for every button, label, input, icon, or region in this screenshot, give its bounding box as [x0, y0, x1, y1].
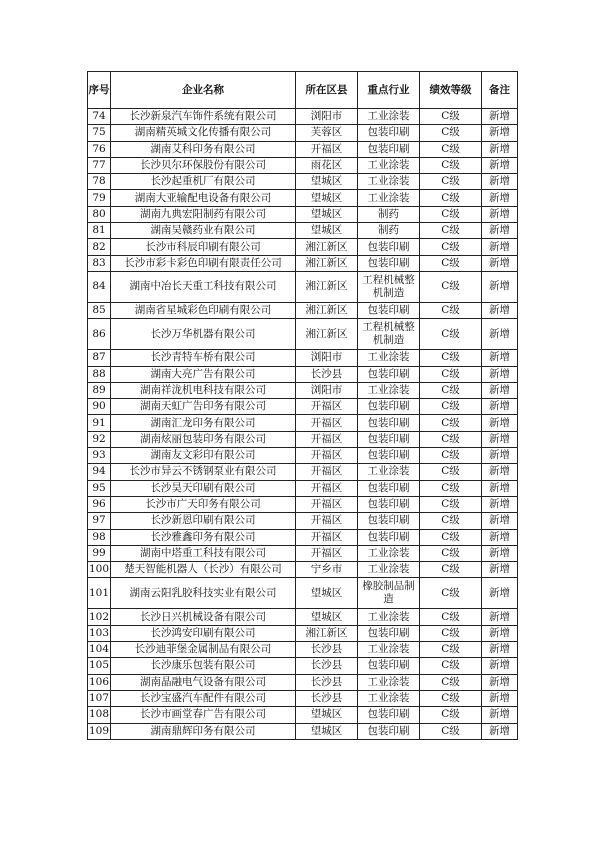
cell-no: 94	[88, 464, 111, 480]
cell-area: 宁乡市	[296, 562, 358, 578]
cell-no: 104	[88, 642, 111, 658]
cell-grade: C级	[420, 190, 482, 206]
table-row	[88, 642, 518, 658]
cell-grade: C级	[420, 350, 482, 366]
cell-no: 89	[88, 382, 111, 398]
table-row	[88, 431, 518, 447]
cell-no: 91	[88, 415, 111, 431]
cell-area: 浏阳市	[296, 350, 358, 366]
cell-company-name: 湖南天虹广告印务有限公司	[111, 399, 296, 415]
cell-no: 74	[88, 109, 111, 125]
cell-no: 75	[88, 125, 111, 141]
cell-note: 新增	[482, 382, 518, 398]
header-no: 序号	[88, 72, 111, 109]
cell-note: 新增	[482, 255, 518, 271]
cell-company-name: 长沙市画堂春广告有限公司	[111, 707, 296, 723]
cell-company-name: 湖南精英城文化传播有限公司	[111, 125, 296, 141]
cell-note: 新增	[482, 157, 518, 173]
cell-company-name: 长沙昊天印刷有限公司	[111, 480, 296, 496]
cell-area: 望城区	[296, 723, 358, 739]
cell-grade: C级	[420, 302, 482, 318]
cell-industry: 包装印刷	[358, 399, 420, 415]
cell-grade: C级	[420, 366, 482, 382]
cell-company-name: 湖南友文彩印有限公司	[111, 448, 296, 464]
cell-note: 新增	[482, 529, 518, 545]
table-row	[88, 496, 518, 512]
cell-grade: C级	[420, 674, 482, 690]
cell-industry: 工业涂装	[358, 674, 420, 690]
cell-no: 87	[88, 350, 111, 366]
cell-grade: C级	[420, 578, 482, 609]
cell-grade: C级	[420, 464, 482, 480]
cell-grade: C级	[420, 109, 482, 125]
cell-company-name: 长沙市彩卡彩色印刷有限责任公司	[111, 255, 296, 271]
cell-area: 长沙县	[296, 690, 358, 706]
cell-grade: C级	[420, 239, 482, 255]
cell-industry: 工业涂装	[358, 464, 420, 480]
table-header-row	[88, 72, 518, 109]
cell-grade: C级	[420, 399, 482, 415]
cell-company-name: 湖南鼎辉印务有限公司	[111, 723, 296, 739]
cell-no: 101	[88, 578, 111, 609]
cell-note: 新增	[482, 658, 518, 674]
cell-area: 望城区	[296, 707, 358, 723]
cell-industry: 包装印刷	[358, 431, 420, 447]
cell-grade: C级	[420, 382, 482, 398]
cell-no: 93	[88, 448, 111, 464]
cell-grade: C级	[420, 690, 482, 706]
cell-company-name: 湖南云阳乳胶科技实业有限公司	[111, 578, 296, 609]
table-row	[88, 319, 518, 350]
table-row	[88, 609, 518, 625]
cell-grade: C级	[420, 431, 482, 447]
cell-area: 湘江新区	[296, 255, 358, 271]
table-row	[88, 141, 518, 157]
cell-note: 新增	[482, 562, 518, 578]
cell-no: 99	[88, 545, 111, 561]
cell-area: 湘江新区	[296, 302, 358, 318]
cell-note: 新增	[482, 464, 518, 480]
cell-company-name: 湖南大亮广告有限公司	[111, 366, 296, 382]
cell-no: 108	[88, 707, 111, 723]
table-row	[88, 658, 518, 674]
table-row	[88, 625, 518, 641]
cell-company-name: 湖南晶融电气设备有限公司	[111, 674, 296, 690]
cell-industry: 工业涂装	[358, 642, 420, 658]
cell-company-name: 湖南中塔重工科技有限公司	[111, 545, 296, 561]
cell-note: 新增	[482, 480, 518, 496]
cell-area: 望城区	[296, 223, 358, 239]
cell-area: 湘江新区	[296, 319, 358, 350]
table-row	[88, 562, 518, 578]
cell-company-name: 湖南祥泷机电科技有限公司	[111, 382, 296, 398]
cell-grade: C级	[420, 707, 482, 723]
cell-company-name: 楚天智能机器人（长沙）有限公司	[111, 562, 296, 578]
cell-note: 新增	[482, 271, 518, 302]
cell-no: 79	[88, 190, 111, 206]
cell-note: 新增	[482, 302, 518, 318]
cell-grade: C级	[420, 319, 482, 350]
cell-area: 望城区	[296, 190, 358, 206]
cell-area: 望城区	[296, 206, 358, 222]
cell-industry: 工程机械整机制造	[358, 319, 420, 350]
cell-note: 新增	[482, 415, 518, 431]
cell-company-name: 长沙鸿安印刷有限公司	[111, 625, 296, 641]
table-row	[88, 157, 518, 173]
cell-industry: 工业涂装	[358, 350, 420, 366]
cell-area: 湘江新区	[296, 239, 358, 255]
table-row	[88, 674, 518, 690]
cell-no: 96	[88, 496, 111, 512]
cell-company-name: 长沙青特车桥有限公司	[111, 350, 296, 366]
cell-company-name: 长沙贝尔环保股份有限公司	[111, 157, 296, 173]
table-row	[88, 529, 518, 545]
cell-grade: C级	[420, 562, 482, 578]
cell-company-name: 长沙市科辰印刷有限公司	[111, 239, 296, 255]
table-row	[88, 206, 518, 222]
cell-note: 新增	[482, 223, 518, 239]
cell-no: 83	[88, 255, 111, 271]
cell-area: 开福区	[296, 480, 358, 496]
cell-area: 长沙县	[296, 366, 358, 382]
cell-company-name: 长沙迪菲堡金属制品有限公司	[111, 642, 296, 658]
cell-note: 新增	[482, 723, 518, 739]
cell-no: 77	[88, 157, 111, 173]
cell-grade: C级	[420, 658, 482, 674]
cell-no: 84	[88, 271, 111, 302]
cell-company-name: 湖南九典宏阳制药有限公司	[111, 206, 296, 222]
cell-company-name: 长沙市广天印务有限公司	[111, 496, 296, 512]
cell-note: 新增	[482, 239, 518, 255]
cell-industry: 制药	[358, 223, 420, 239]
cell-industry: 包装印刷	[358, 529, 420, 545]
cell-no: 98	[88, 529, 111, 545]
cell-company-name: 长沙宝盛汽车配件有限公司	[111, 690, 296, 706]
cell-area: 望城区	[296, 578, 358, 609]
cell-area: 望城区	[296, 174, 358, 190]
cell-industry: 工程机械整机制造	[358, 271, 420, 302]
cell-no: 76	[88, 141, 111, 157]
cell-area: 浏阳市	[296, 382, 358, 398]
cell-grade: C级	[420, 157, 482, 173]
cell-area: 开福区	[296, 513, 358, 529]
cell-note: 新增	[482, 431, 518, 447]
cell-company-name: 湖南中冶长天重工科技有限公司	[111, 271, 296, 302]
cell-note: 新增	[482, 190, 518, 206]
cell-industry: 工业涂装	[358, 157, 420, 173]
cell-grade: C级	[420, 141, 482, 157]
cell-industry: 包装印刷	[358, 658, 420, 674]
cell-note: 新增	[482, 609, 518, 625]
cell-grade: C级	[420, 642, 482, 658]
cell-company-name: 湖南大亚输配电设备有限公司	[111, 190, 296, 206]
cell-grade: C级	[420, 513, 482, 529]
cell-area: 开福区	[296, 141, 358, 157]
cell-industry: 工业涂装	[358, 562, 420, 578]
cell-industry: 工业涂装	[358, 174, 420, 190]
header-name: 企业名称	[111, 72, 296, 109]
cell-note: 新增	[482, 513, 518, 529]
cell-industry: 橡胶制品制造	[358, 578, 420, 609]
cell-area: 开福区	[296, 545, 358, 561]
cell-note: 新增	[482, 578, 518, 609]
cell-no: 95	[88, 480, 111, 496]
cell-note: 新增	[482, 690, 518, 706]
cell-note: 新增	[482, 545, 518, 561]
cell-industry: 包装印刷	[358, 448, 420, 464]
table-row	[88, 545, 518, 561]
cell-note: 新增	[482, 366, 518, 382]
cell-grade: C级	[420, 480, 482, 496]
table-row	[88, 109, 518, 125]
cell-grade: C级	[420, 415, 482, 431]
table-row	[88, 448, 518, 464]
cell-grade: C级	[420, 545, 482, 561]
cell-no: 81	[88, 223, 111, 239]
table-row	[88, 366, 518, 382]
cell-no: 102	[88, 609, 111, 625]
table-row	[88, 174, 518, 190]
cell-company-name: 湖南省星城彩色印刷有限公司	[111, 302, 296, 318]
cell-area: 湘江新区	[296, 271, 358, 302]
cell-industry: 包装印刷	[358, 302, 420, 318]
cell-grade: C级	[420, 255, 482, 271]
cell-area: 开福区	[296, 448, 358, 464]
header-grade: 绩效等级	[420, 72, 482, 109]
cell-company-name: 长沙新恩印刷有限公司	[111, 513, 296, 529]
cell-note: 新增	[482, 141, 518, 157]
cell-industry: 包装印刷	[358, 707, 420, 723]
cell-no: 82	[88, 239, 111, 255]
cell-note: 新增	[482, 350, 518, 366]
cell-no: 78	[88, 174, 111, 190]
cell-note: 新增	[482, 448, 518, 464]
cell-company-name: 湖南汇龙印务有限公司	[111, 415, 296, 431]
table-row	[88, 125, 518, 141]
cell-industry: 包装印刷	[358, 366, 420, 382]
cell-industry: 工业涂装	[358, 382, 420, 398]
cell-industry: 包装印刷	[358, 255, 420, 271]
cell-no: 109	[88, 723, 111, 739]
cell-note: 新增	[482, 707, 518, 723]
cell-industry: 工业涂装	[358, 690, 420, 706]
table-row	[88, 480, 518, 496]
cell-industry: 工业涂装	[358, 545, 420, 561]
cell-area: 芙蓉区	[296, 125, 358, 141]
cell-grade: C级	[420, 609, 482, 625]
cell-no: 90	[88, 399, 111, 415]
header-industry: 重点行业	[358, 72, 420, 109]
header-note: 备注	[482, 72, 518, 109]
cell-industry: 制药	[358, 206, 420, 222]
table-row	[88, 255, 518, 271]
cell-company-name: 长沙市异云不锈钢泵业有限公司	[111, 464, 296, 480]
cell-note: 新增	[482, 642, 518, 658]
cell-area: 望城区	[296, 609, 358, 625]
cell-industry: 包装印刷	[358, 415, 420, 431]
cell-no: 92	[88, 431, 111, 447]
header-area: 所在区县	[296, 72, 358, 109]
cell-industry: 包装印刷	[358, 239, 420, 255]
cell-grade: C级	[420, 625, 482, 641]
cell-no: 88	[88, 366, 111, 382]
cell-area: 开福区	[296, 431, 358, 447]
cell-no: 100	[88, 562, 111, 578]
table-row	[88, 223, 518, 239]
cell-grade: C级	[420, 448, 482, 464]
cell-area: 开福区	[296, 399, 358, 415]
cell-area: 长沙县	[296, 642, 358, 658]
cell-industry: 包装印刷	[358, 480, 420, 496]
cell-no: 80	[88, 206, 111, 222]
cell-company-name: 长沙雅鑫印务有限公司	[111, 529, 296, 545]
cell-company-name: 长沙康乐包装有限公司	[111, 658, 296, 674]
cell-industry: 包装印刷	[358, 513, 420, 529]
cell-grade: C级	[420, 529, 482, 545]
cell-industry: 包装印刷	[358, 496, 420, 512]
table-row	[88, 239, 518, 255]
cell-note: 新增	[482, 674, 518, 690]
cell-note: 新增	[482, 125, 518, 141]
cell-no: 86	[88, 319, 111, 350]
table-row	[88, 350, 518, 366]
table-row	[88, 399, 518, 415]
cell-grade: C级	[420, 223, 482, 239]
cell-no: 97	[88, 513, 111, 529]
cell-company-name: 湖南炫丽包装印务有限公司	[111, 431, 296, 447]
cell-grade: C级	[420, 496, 482, 512]
cell-industry: 工业涂装	[358, 609, 420, 625]
cell-no: 105	[88, 658, 111, 674]
cell-industry: 包装印刷	[358, 125, 420, 141]
cell-note: 新增	[482, 496, 518, 512]
table-row	[88, 464, 518, 480]
cell-area: 开福区	[296, 496, 358, 512]
enterprise-table	[87, 71, 518, 740]
cell-grade: C级	[420, 125, 482, 141]
table-row	[88, 707, 518, 723]
cell-no: 107	[88, 690, 111, 706]
cell-grade: C级	[420, 271, 482, 302]
cell-industry: 包装印刷	[358, 723, 420, 739]
cell-industry: 包装印刷	[358, 625, 420, 641]
cell-company-name: 长沙日兴机械设备有限公司	[111, 609, 296, 625]
cell-note: 新增	[482, 109, 518, 125]
cell-industry: 工业涂装	[358, 190, 420, 206]
cell-company-name: 长沙万华机器有限公司	[111, 319, 296, 350]
table-row	[88, 190, 518, 206]
cell-note: 新增	[482, 399, 518, 415]
table-row	[88, 382, 518, 398]
cell-area: 开福区	[296, 464, 358, 480]
cell-note: 新增	[482, 174, 518, 190]
cell-area: 开福区	[296, 529, 358, 545]
cell-no: 103	[88, 625, 111, 641]
table-row	[88, 690, 518, 706]
cell-no: 106	[88, 674, 111, 690]
cell-grade: C级	[420, 723, 482, 739]
cell-note: 新增	[482, 319, 518, 350]
table-row	[88, 723, 518, 739]
cell-company-name: 长沙新泉汽车饰件系统有限公司	[111, 109, 296, 125]
cell-company-name: 湖南吴赣药业有限公司	[111, 223, 296, 239]
cell-note: 新增	[482, 625, 518, 641]
table-row	[88, 271, 518, 302]
cell-company-name: 长沙起重机厂有限公司	[111, 174, 296, 190]
cell-area: 浏阳市	[296, 109, 358, 125]
cell-no: 85	[88, 302, 111, 318]
cell-company-name: 湖南艾科印务有限公司	[111, 141, 296, 157]
cell-area: 湘江新区	[296, 625, 358, 641]
cell-area: 开福区	[296, 415, 358, 431]
cell-area: 长沙县	[296, 674, 358, 690]
table-row	[88, 302, 518, 318]
cell-industry: 工业涂装	[358, 109, 420, 125]
cell-note: 新增	[482, 206, 518, 222]
cell-grade: C级	[420, 206, 482, 222]
table-row	[88, 578, 518, 609]
cell-area: 长沙县	[296, 658, 358, 674]
cell-industry: 包装印刷	[358, 141, 420, 157]
cell-grade: C级	[420, 174, 482, 190]
cell-area: 雨花区	[296, 157, 358, 173]
table-row	[88, 415, 518, 431]
table-row	[88, 513, 518, 529]
